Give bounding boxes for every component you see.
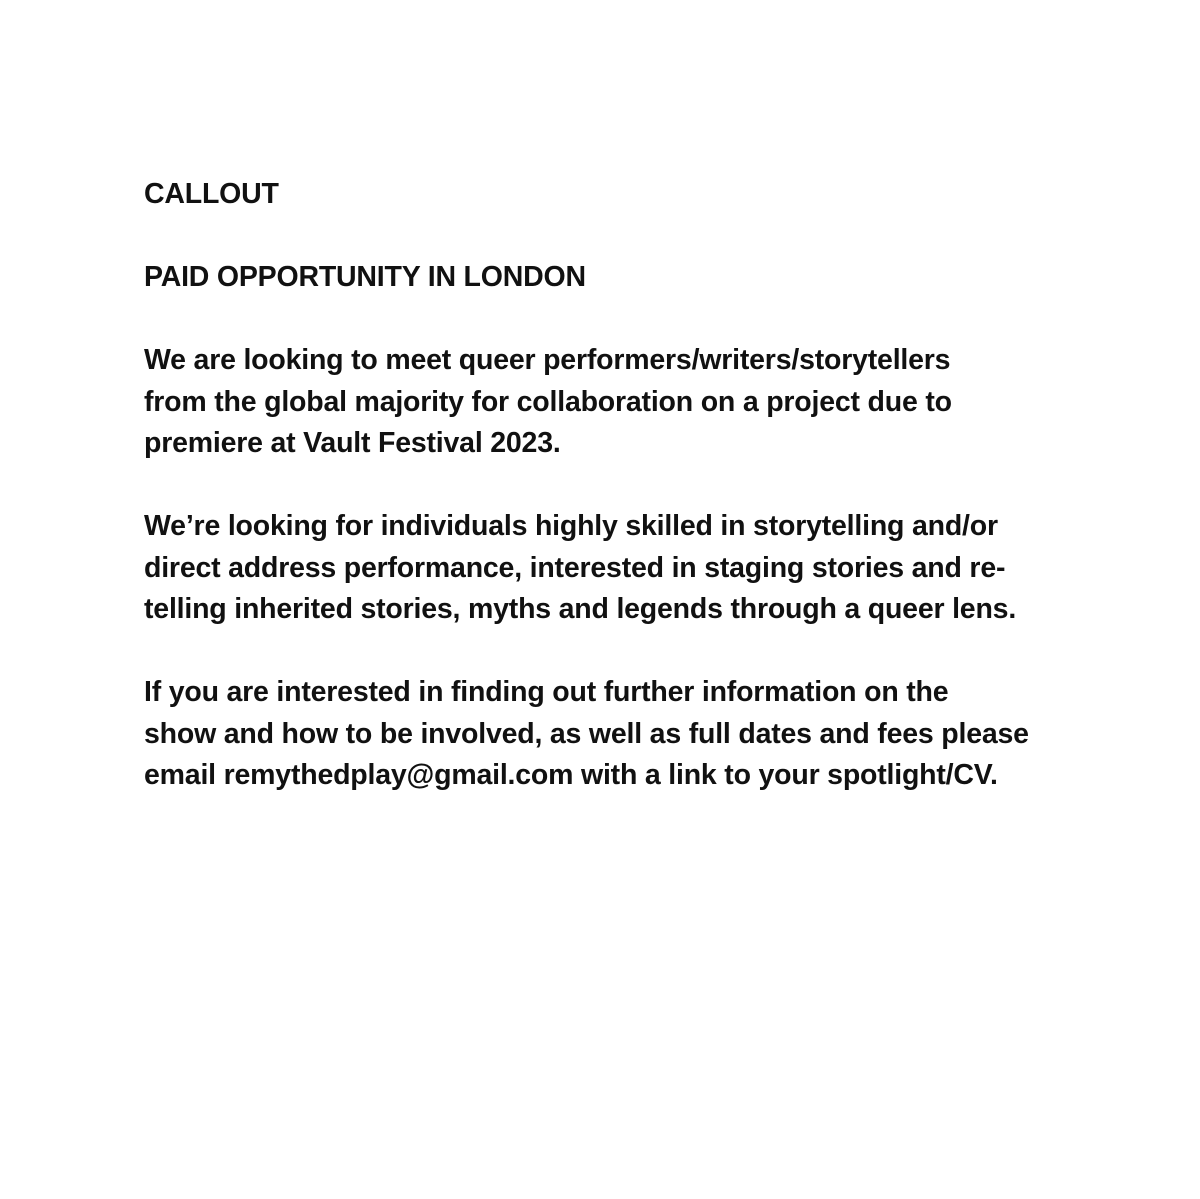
email-prefix-text: email xyxy=(144,759,224,791)
heading-text: CALLOUT xyxy=(144,178,279,210)
document-body xyxy=(144,174,1104,838)
paragraph-line: If you are interested in finding out further information on the xyxy=(144,676,949,708)
paragraph-line: show and how to be involved, as well as full dates and fees please xyxy=(144,717,1029,750)
subheading-text: PAID OPPORTUNITY IN LONDON xyxy=(144,261,586,293)
intro-paragraph xyxy=(144,340,1104,465)
email-suffix-text: with a link to your spotlight/CV. xyxy=(573,759,998,791)
paragraph-line: direct address performance, interested in staging stories and re- xyxy=(144,551,1006,584)
email-address[interactable]: remythedplay@gmail.com xyxy=(223,759,574,791)
paragraph-line: premiere at Vault Festival 2023. xyxy=(144,427,561,459)
paragraph-line: from the global majority for collaboration on a project due to xyxy=(144,385,952,418)
paragraph-line: We’re looking for individuals highly skilled in storytelling and/or xyxy=(144,510,998,542)
paragraph-line: We are looking to meet queer performers/writers/storytellers xyxy=(144,344,951,376)
paragraph-line: telling inherited stories, myths and legends through a queer lens. xyxy=(144,593,1017,625)
paragraph-line-email xyxy=(144,755,1104,797)
callout-heading xyxy=(144,174,1104,216)
paid-opportunity-subheading xyxy=(144,257,1104,299)
requirements-paragraph xyxy=(144,506,1104,631)
contact-paragraph xyxy=(144,672,1104,797)
